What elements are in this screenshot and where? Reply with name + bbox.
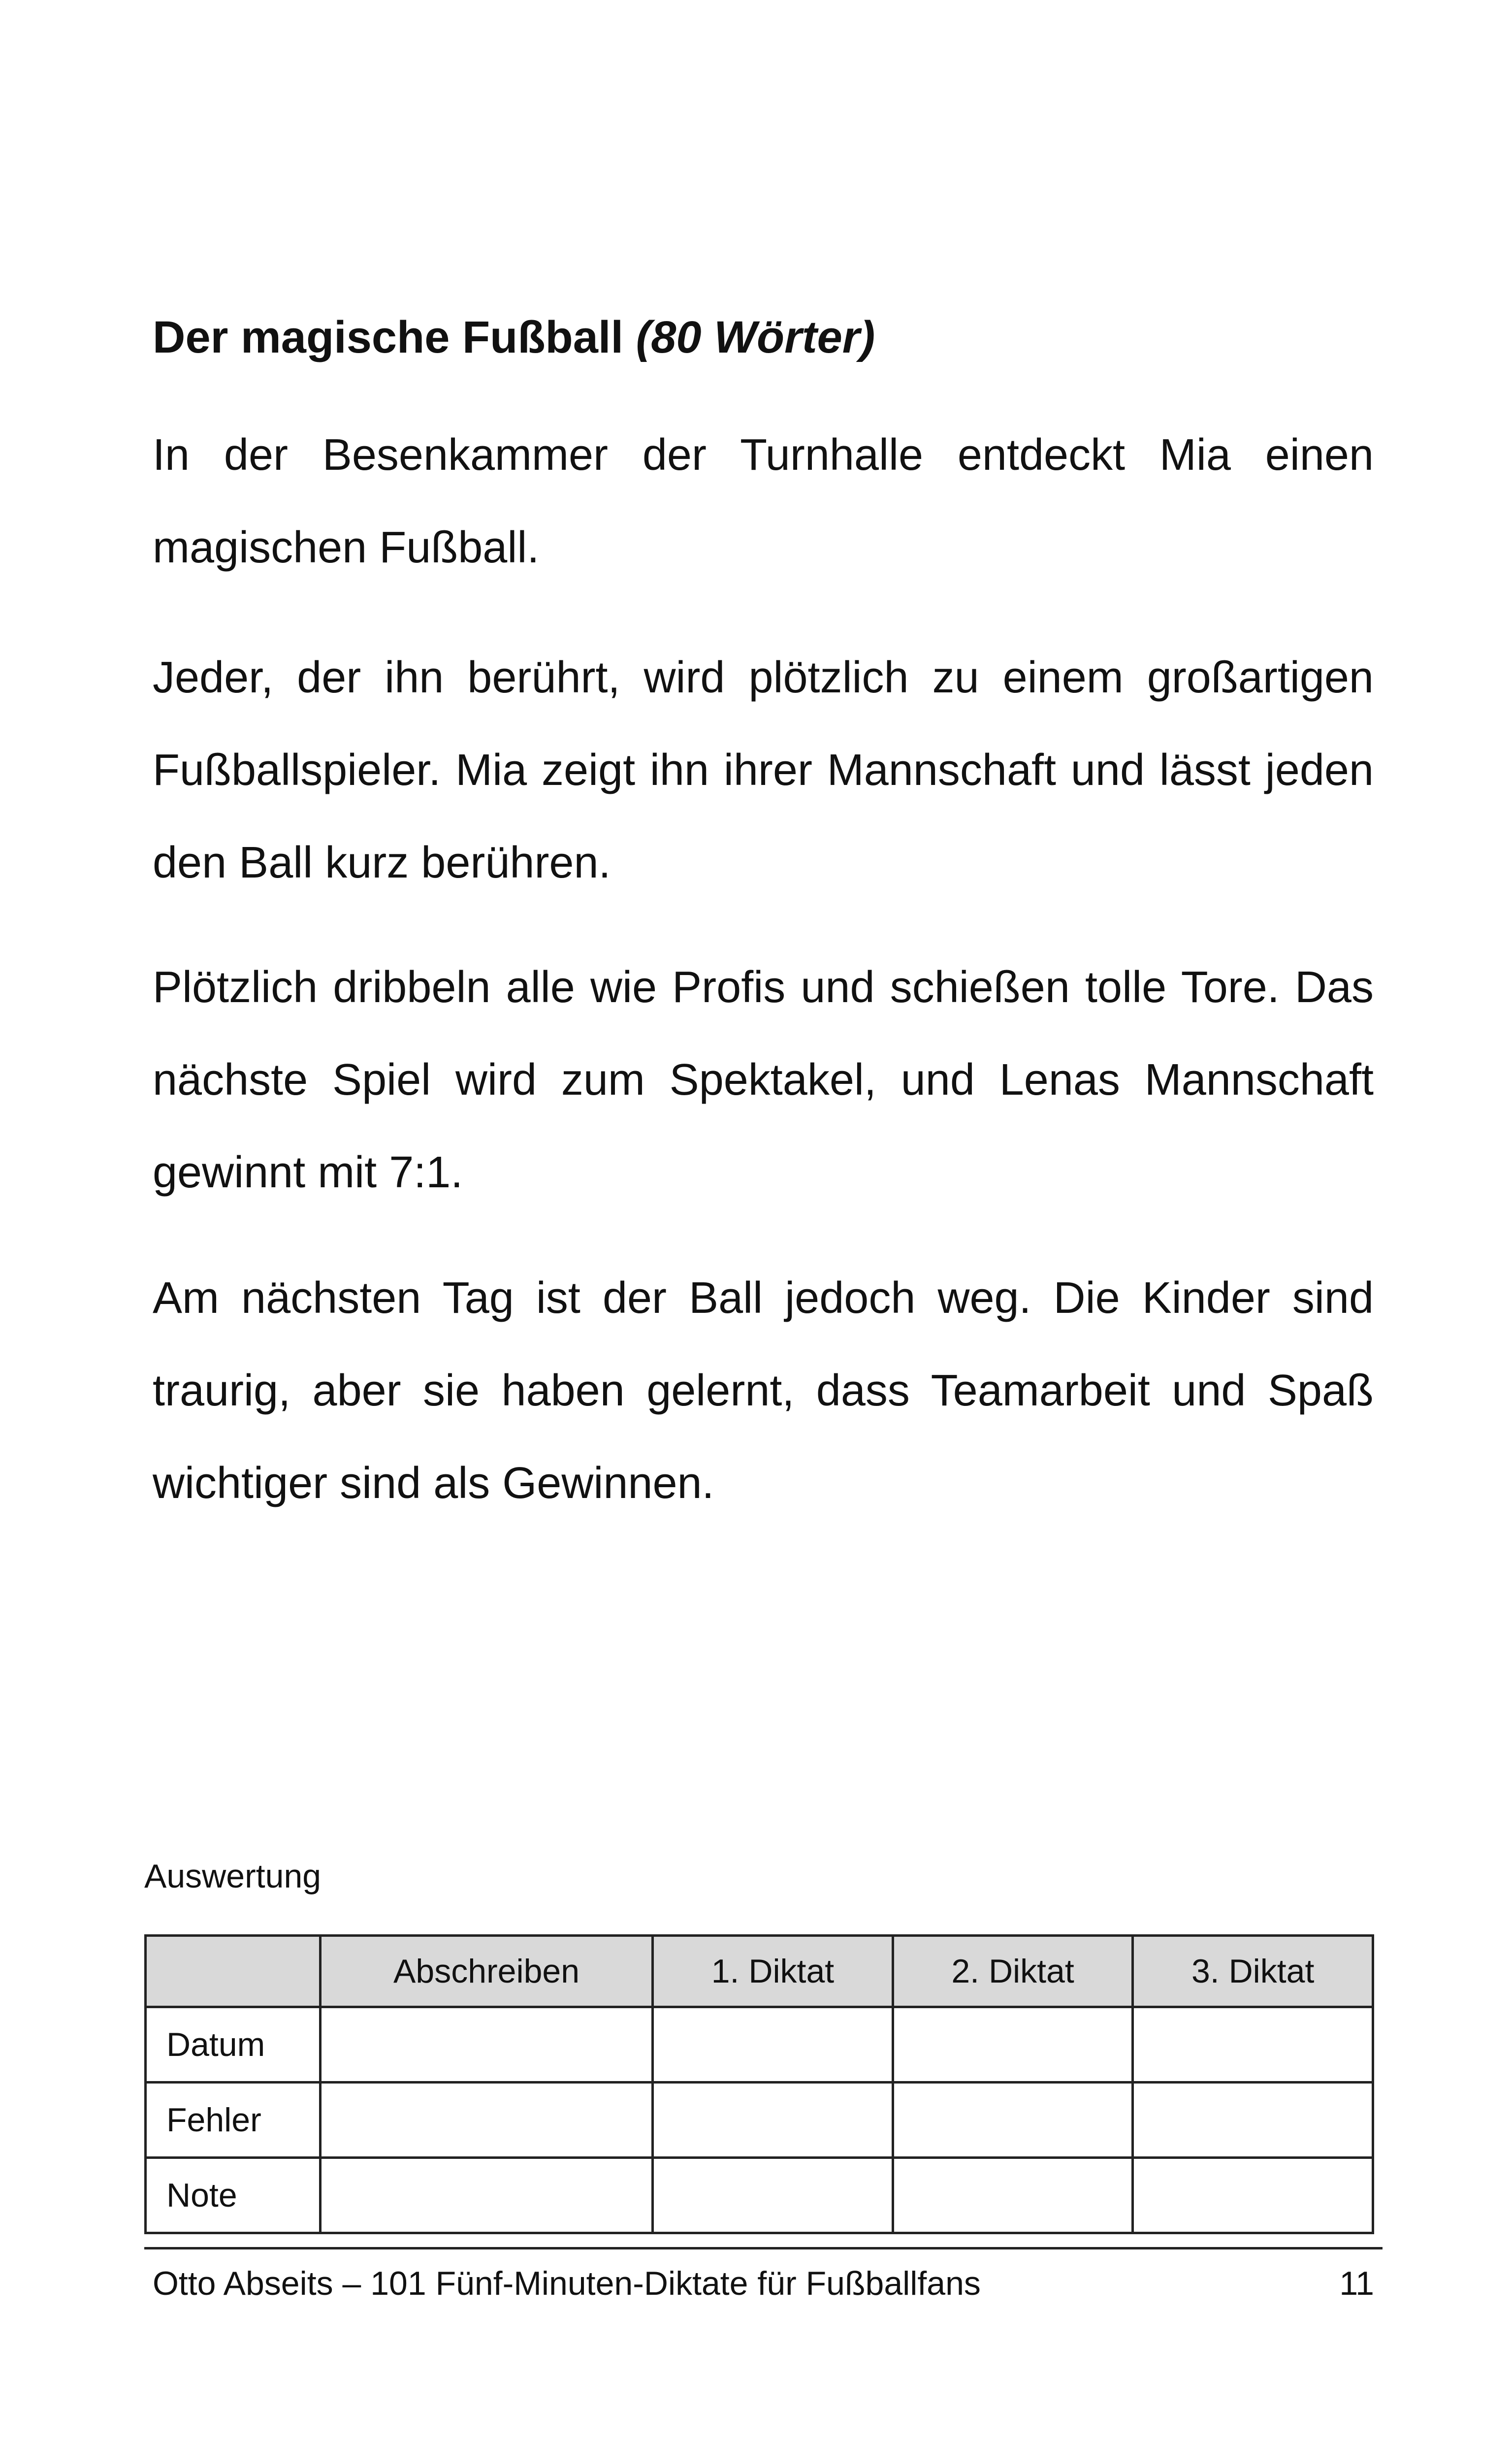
word-count: (80 Wörter): [636, 312, 875, 362]
evaluation-table: [144, 1934, 1374, 2234]
row-label-note: Note: [146, 2158, 321, 2233]
header-diktat-2: 2. Diktat: [893, 1936, 1133, 2007]
cell-note-abschreiben: [321, 2158, 653, 2233]
cell-note-diktat-2: [893, 2158, 1133, 2233]
cell-fehler-diktat-3: [1133, 2083, 1373, 2158]
table-row-datum: [146, 2007, 1373, 2083]
table-row-note: [146, 2158, 1373, 2233]
evaluation-label: Auswertung: [144, 1857, 322, 1895]
footer-book-title: Otto Abseits – 101 Fünf-Minuten-Diktate für Fußballfans: [153, 2265, 981, 2302]
table-row-fehler: [146, 2083, 1373, 2158]
cell-datum-abschreiben: [321, 2007, 653, 2083]
paragraph-4: Am nächsten Tag ist der Ball jedoch weg. Die Kinder sind traurig, aber sie haben gelernt, dass Teamarbeit und Spaß wichtiger sind als Gewinnen.: [153, 1273, 1374, 1508]
cell-datum-diktat-1: [653, 2007, 893, 2083]
paragraph-1: In der Besenkammer der Turnhalle entdeckt Mia einen magischen Fußball.: [153, 430, 1374, 572]
page-number: 11: [1339, 2265, 1374, 2302]
footer-divider: [144, 2247, 1383, 2249]
story-title: [153, 305, 1374, 369]
header-abschreiben: Abschreiben: [321, 1936, 653, 2007]
evaluation-header-row: [146, 1936, 1373, 2007]
cell-note-diktat-3: [1133, 2158, 1373, 2233]
cell-note-diktat-1: [653, 2158, 893, 2233]
header-diktat-3: 3. Diktat: [1133, 1936, 1373, 2007]
paragraph-3: Plötzlich dribbeln alle wie Profis und schießen tolle Tore. Das nächste Spiel wird zum Spektakel, und Lenas Mannschaft gewinnt mit 7:1.: [153, 963, 1374, 1197]
header-corner-cell: [146, 1936, 321, 2007]
story-title-text: Der magische Fußball: [153, 312, 624, 362]
row-label-fehler: Fehler: [146, 2083, 321, 2158]
cell-datum-diktat-2: [893, 2007, 1133, 2083]
cell-fehler-abschreiben: [321, 2083, 653, 2158]
cell-datum-diktat-3: [1133, 2007, 1373, 2083]
row-label-datum: Datum: [146, 2007, 321, 2083]
paragraph-2: Jeder, der ihn berührt, wird plötzlich zu einem großartigen Fußballspieler. Mia zeigt ihn ihrer Mannschaft und lässt jeden den Ball kurz berühren.: [153, 653, 1374, 887]
cell-fehler-diktat-1: [653, 2083, 893, 2158]
header-diktat-1: 1. Diktat: [653, 1936, 893, 2007]
cell-fehler-diktat-2: [893, 2083, 1133, 2158]
